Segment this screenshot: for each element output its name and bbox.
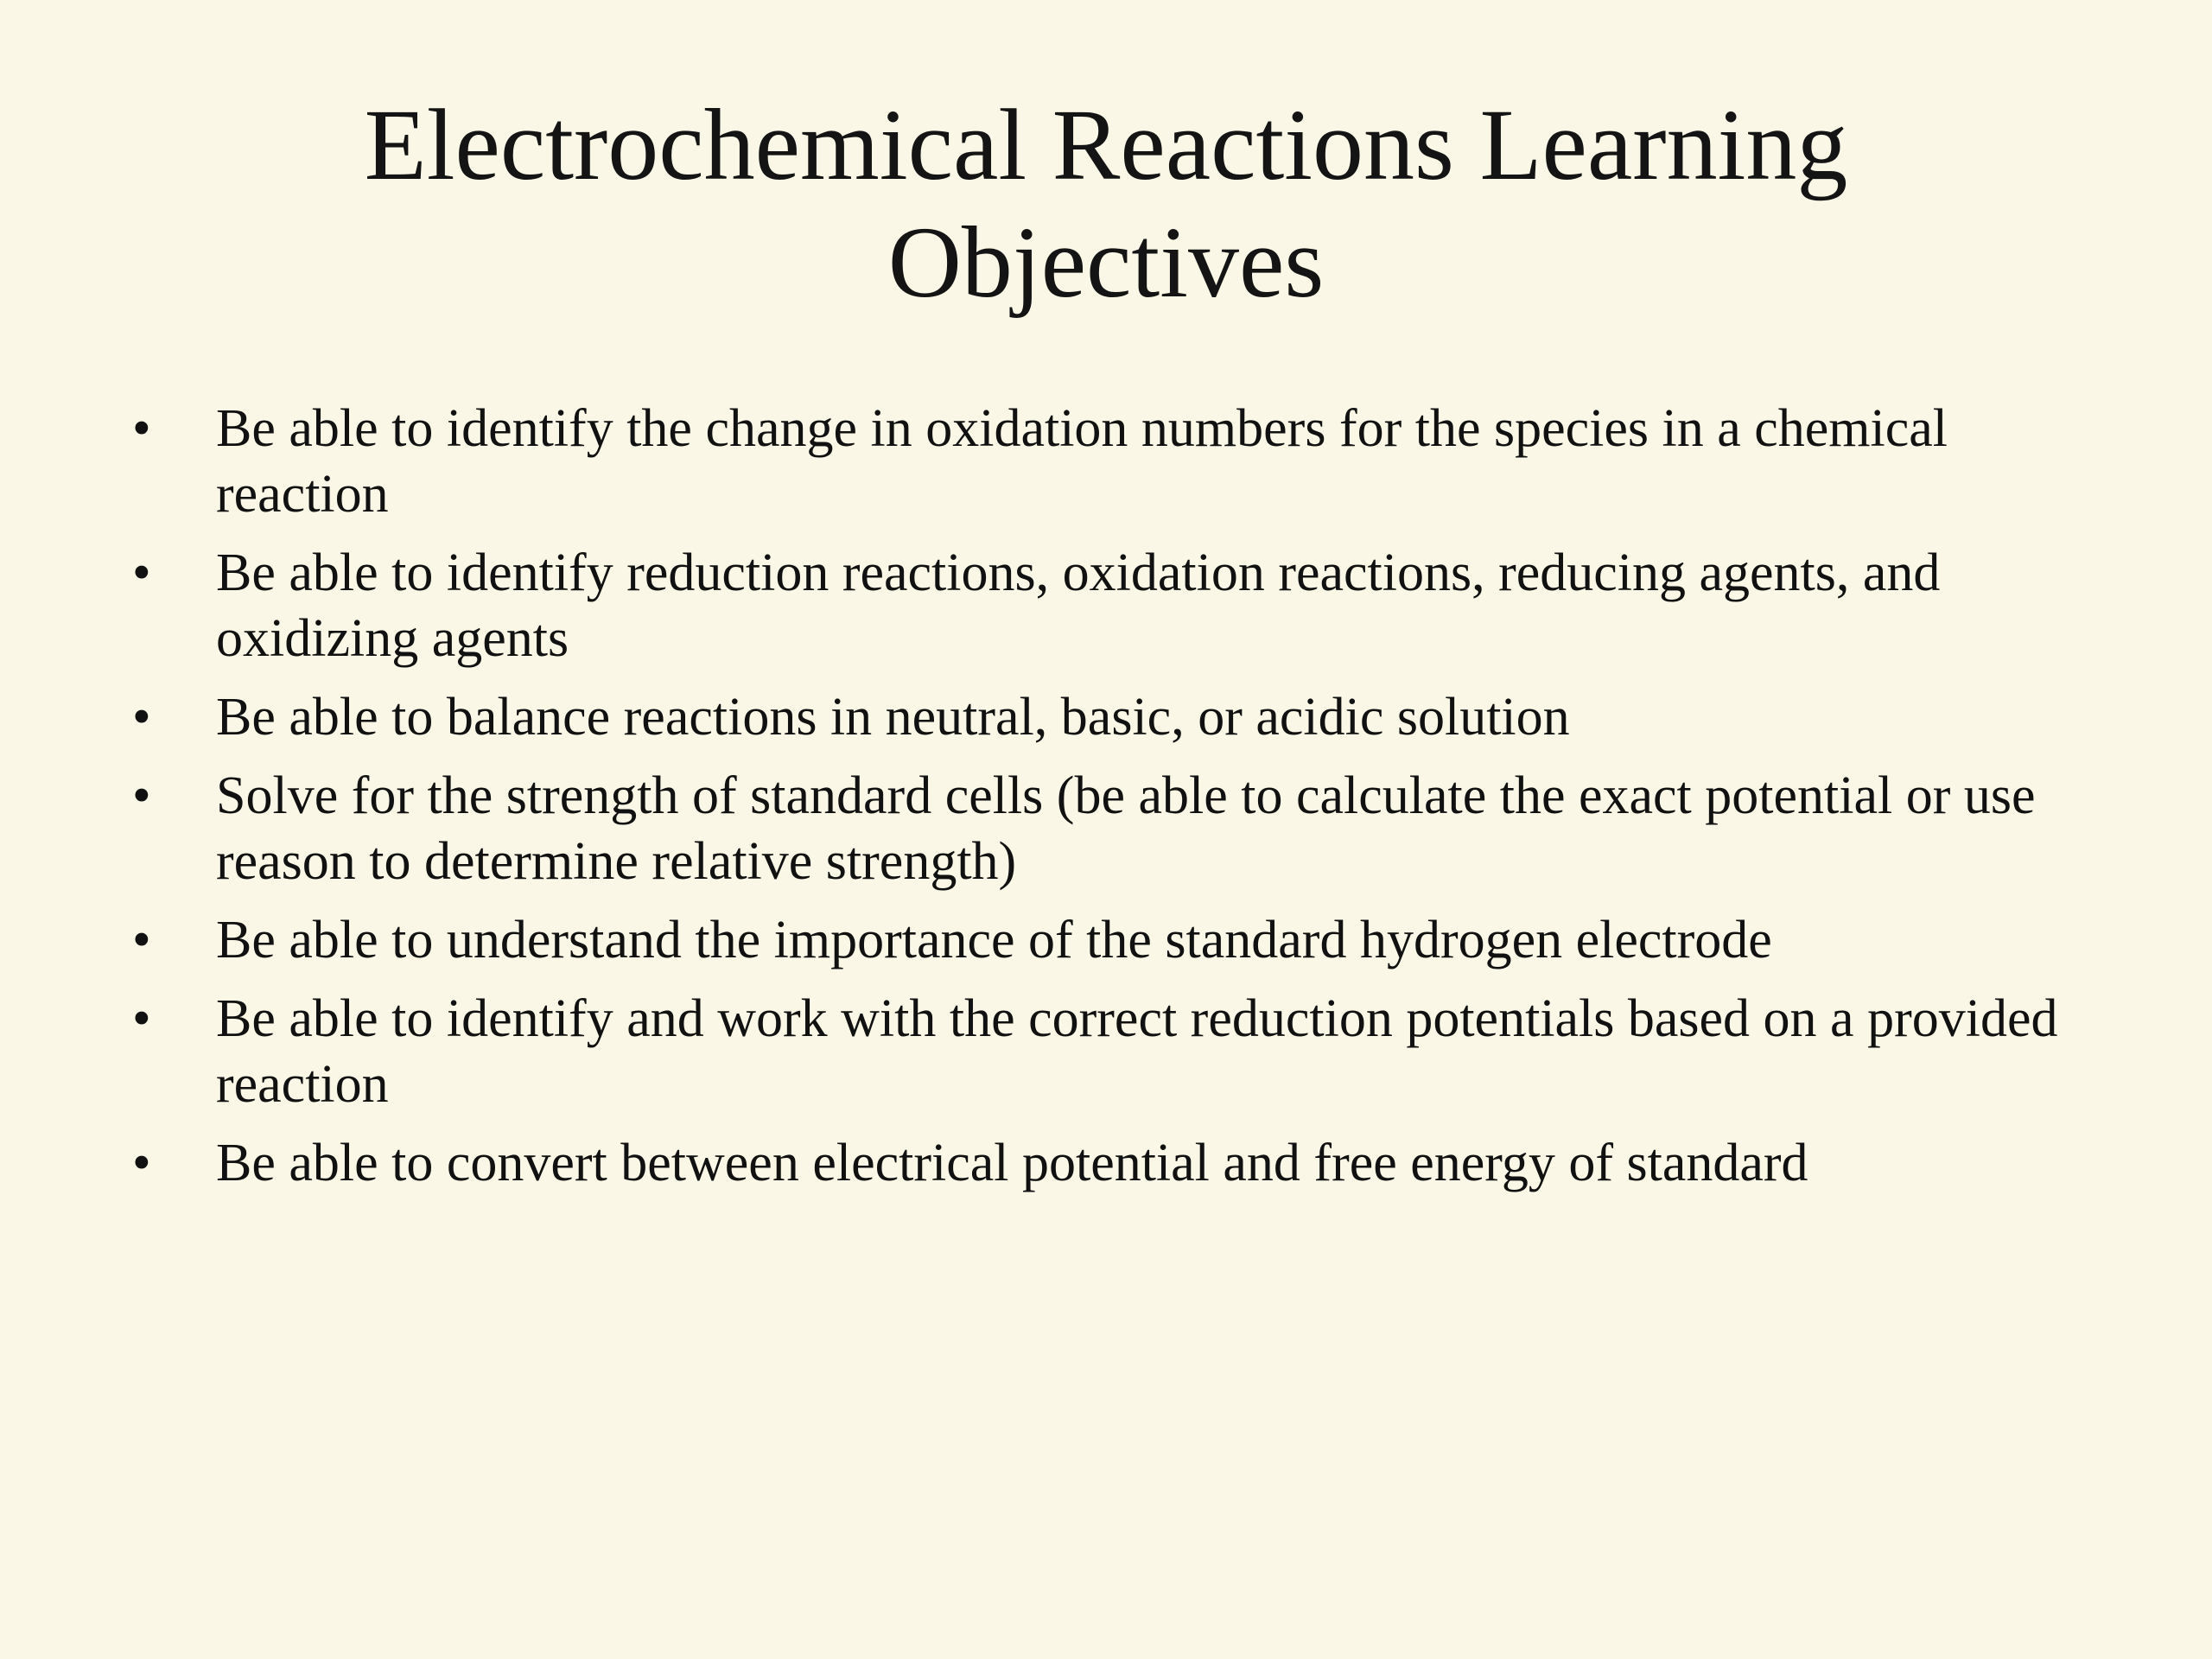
list-item [125, 396, 2104, 527]
bullet-text: Be able to convert between electrical potential and free energy of standard [216, 1134, 1808, 1192]
list-item [125, 763, 2104, 894]
list-item [125, 907, 2104, 973]
bullet-icon: • [132, 766, 151, 825]
list-item [125, 986, 2104, 1117]
bullet-icon: • [132, 911, 151, 969]
bullet-icon: • [132, 688, 151, 747]
bullet-text: Solve for the strength of standard cells (be able to calculate the exact potential or use reason to determine relative strength) [216, 766, 2036, 891]
bullet-text: Be able to understand the importance of the standard hydrogen electrode [216, 911, 1772, 969]
bullet-icon: • [132, 989, 151, 1048]
list-item [125, 684, 2104, 750]
objectives-list [125, 396, 2104, 1209]
list-item [125, 540, 2104, 671]
bullet-text: Be able to identify the change in oxidation numbers for the species in a chemical reaction [216, 399, 1948, 524]
bullet-text: Be able to balance reactions in neutral, basic, or acidic solution [216, 688, 1570, 747]
bullet-icon: • [132, 543, 151, 602]
bullet-text: Be able to identify and work with the correct reduction potentials based on a provided reaction [216, 989, 2058, 1114]
list-item [125, 1130, 2104, 1196]
bullet-icon: • [132, 399, 151, 458]
bullet-text: Be able to identify reduction reactions, oxidation reactions, reducing agents, and oxidizing agents [216, 543, 1941, 668]
bullet-icon: • [132, 1134, 151, 1192]
slide-title: Electrochemical Reactions Learning Objectives [364, 88, 1848, 319]
